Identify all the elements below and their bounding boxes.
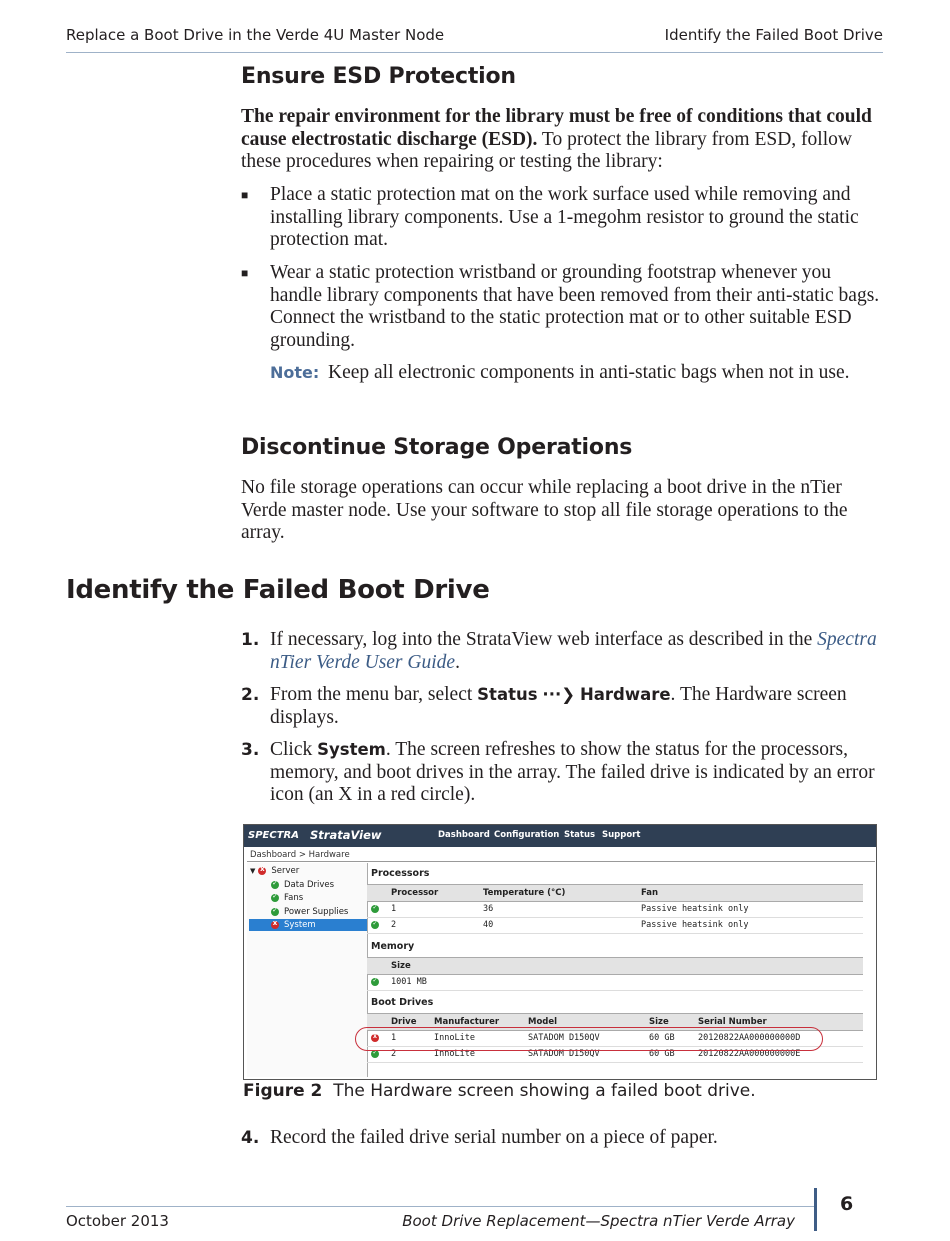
hardware-menu-ref: Hardware <box>579 685 671 704</box>
esd-intro-bold: The repair environment for the library must be free of conditions that could cause electrostatic discharge (ESD). <box>241 106 872 150</box>
identify-heading: Identify the Failed Boot Drive <box>66 575 490 605</box>
memory-size: 1001 MB <box>391 977 427 987</box>
drive-model: SATADOM D150QV <box>528 1049 600 1059</box>
top-menu-bar <box>244 825 876 847</box>
processors-header <box>367 884 863 902</box>
failed-drive-highlight-ring <box>355 1027 823 1051</box>
drive-serial: 20120822AA000000000D <box>698 1033 801 1043</box>
tree-item-system[interactable] <box>271 920 316 930</box>
esd-intro <box>241 106 886 174</box>
col-size: Size <box>391 961 411 971</box>
spectra-logo: SPECTRA <box>248 830 299 841</box>
step-2-post: . The Hardware screen displays. <box>270 684 847 728</box>
figure-caption-text: The Hardware screen showing a failed boot drive. <box>333 1081 756 1101</box>
esd-heading: Ensure ESD Protection <box>241 64 516 89</box>
step-2 <box>241 684 886 729</box>
footer-date: October 2013 <box>66 1212 169 1230</box>
drive-serial: 20120822AA000000000E <box>698 1049 801 1059</box>
hardware-tree <box>247 863 368 1077</box>
table-row <box>367 902 863 918</box>
esd-bullet-1 <box>241 184 886 252</box>
ok-icon <box>371 905 379 913</box>
step-4-number: 4. <box>241 1128 260 1148</box>
col-serial: Serial Number <box>698 1017 767 1027</box>
ok-icon <box>371 978 379 986</box>
tree-label-system: System <box>284 920 316 930</box>
tree-label-server: Server <box>271 866 300 876</box>
figure-caption <box>243 1081 756 1101</box>
page-number: 6 <box>840 1193 854 1215</box>
processor-temp: 40 <box>483 920 494 930</box>
table-row <box>367 918 863 934</box>
menu-configuration[interactable]: Configuration <box>494 830 560 840</box>
tree-item-data-drives[interactable] <box>271 880 334 890</box>
menu-dashboard[interactable]: Dashboard <box>438 830 490 840</box>
col-fan: Fan <box>641 888 659 898</box>
drive-model: SATADOM D150QV <box>528 1033 600 1043</box>
step-4-text: Record the failed drive serial number on a piece of paper. <box>270 1127 718 1148</box>
step-2-text <box>270 684 886 729</box>
running-header-left: Replace a Boot Drive in the Verde 4U Master Node <box>66 26 445 44</box>
figure-label: Figure 2 <box>243 1081 323 1101</box>
table-row <box>367 975 863 991</box>
step-4 <box>241 1127 886 1150</box>
processors-title: Processors <box>371 868 430 879</box>
footer-page-bar <box>814 1188 817 1231</box>
esd-bullet-2 <box>241 262 886 352</box>
tree-label-fans: Fans <box>284 893 304 903</box>
tree-item-server[interactable] <box>250 866 299 876</box>
col-temperature: Temperature (°C) <box>483 888 566 898</box>
step-1-pre: If necessary, log into the StrataView web interface as described in the <box>270 629 818 650</box>
footer-rule <box>66 1206 814 1207</box>
step-1-number: 1. <box>241 630 260 650</box>
square-bullet-icon: ■ <box>241 266 249 280</box>
step-2-pre: From the menu bar, select <box>270 684 478 705</box>
note-text: Keep all electronic components in anti-static bags when not in use. <box>328 362 850 383</box>
drive-manufacturer: InnoLite <box>434 1033 475 1043</box>
step-3-text <box>270 739 886 807</box>
user-guide-link[interactable]: Spectra nTier Verde User Guide <box>270 629 877 673</box>
error-icon <box>258 867 266 875</box>
menu-arrow-icon: ···❯ <box>542 685 576 704</box>
menu-support[interactable]: Support <box>602 830 641 840</box>
step-3-post: . The screen refreshes to show the status for the processors, memory, and boot drives in the array. The failed drive is indicated by an error icon (an X in a red circle). <box>270 739 875 805</box>
processor-temp: 36 <box>483 904 494 914</box>
col-drive: Drive <box>391 1017 417 1027</box>
error-icon <box>271 921 279 929</box>
drive-size: 60 GB <box>649 1033 675 1043</box>
esd-note <box>270 362 885 385</box>
processor-fan: Passive heatsink only <box>641 904 749 914</box>
ok-icon <box>271 881 279 889</box>
boot-drives-title: Boot Drives <box>371 997 434 1008</box>
menu-status[interactable]: Status <box>564 830 596 840</box>
memory-title: Memory <box>371 941 415 952</box>
step-1-text <box>270 629 886 674</box>
strataview-logo: StrataView <box>310 828 382 842</box>
col-boot-size: Size <box>649 1017 669 1027</box>
storage-heading: Discontinue Storage Operations <box>241 435 633 460</box>
strataview-screenshot <box>243 824 877 1080</box>
col-model: Model <box>528 1017 558 1027</box>
breadcrumb: Dashboard > Hardware <box>250 850 350 860</box>
esd-bullet-1-text: Place a static protection mat on the work surface used while removing and installing library components. Use a 1-megohm resistor to ground the static protection mat. <box>270 184 859 250</box>
tree-item-fans[interactable] <box>271 893 303 903</box>
square-bullet-icon: ■ <box>241 188 249 202</box>
status-menu-ref: Status <box>477 685 538 704</box>
expand-triangle-icon: ▼ <box>250 867 256 875</box>
drive-size: 60 GB <box>649 1049 675 1059</box>
tree-label-data-drives: Data Drives <box>284 880 335 890</box>
step-1 <box>241 629 886 674</box>
footer-title: Boot Drive Replacement—Spectra nTier Verde Array <box>402 1212 795 1230</box>
esd-intro-rest: To protect the library from ESD, follow these procedures when repairing or testing the library: <box>241 128 852 172</box>
processor-fan: Passive heatsink only <box>641 920 749 930</box>
running-header-right: Identify the Failed Boot Drive <box>664 26 883 44</box>
memory-header <box>367 957 863 975</box>
header-rule <box>66 52 883 53</box>
tree-label-power-supplies: Power Supplies <box>284 907 349 917</box>
esd-bullet-2-text: Wear a static protection wristband or grounding footstrap whenever you handle library components that have been removed from their anti-static bags. Connect the wristband to the static protection mat or to other suitable ESD grounding. <box>270 262 880 351</box>
drive-number: 1 <box>391 1033 397 1043</box>
note-label: Note: <box>270 363 320 382</box>
step-3 <box>241 739 886 807</box>
col-manufacturer: Manufacturer <box>434 1017 500 1027</box>
step-1-post: . <box>455 651 460 673</box>
ok-icon <box>271 908 279 916</box>
drive-number: 2 <box>391 1049 397 1059</box>
system-ref: System <box>317 740 386 759</box>
storage-body: No file storage operations can occur while replacing a boot drive in the nTier Verde master node. Use your software to stop all file storage operations to the array. <box>241 477 848 543</box>
drive-manufacturer: InnoLite <box>434 1049 475 1059</box>
ok-icon <box>271 894 279 902</box>
processor-id: 1 <box>391 904 397 914</box>
ok-icon <box>371 1050 379 1058</box>
tree-item-power-supplies[interactable] <box>271 907 348 917</box>
ok-icon <box>371 921 379 929</box>
processor-id: 2 <box>391 920 397 930</box>
step-3-pre: Click <box>270 739 318 760</box>
breadcrumb-rule <box>247 861 875 862</box>
step-3-number: 3. <box>241 740 260 760</box>
col-processor: Processor <box>391 888 439 898</box>
step-2-number: 2. <box>241 685 260 705</box>
